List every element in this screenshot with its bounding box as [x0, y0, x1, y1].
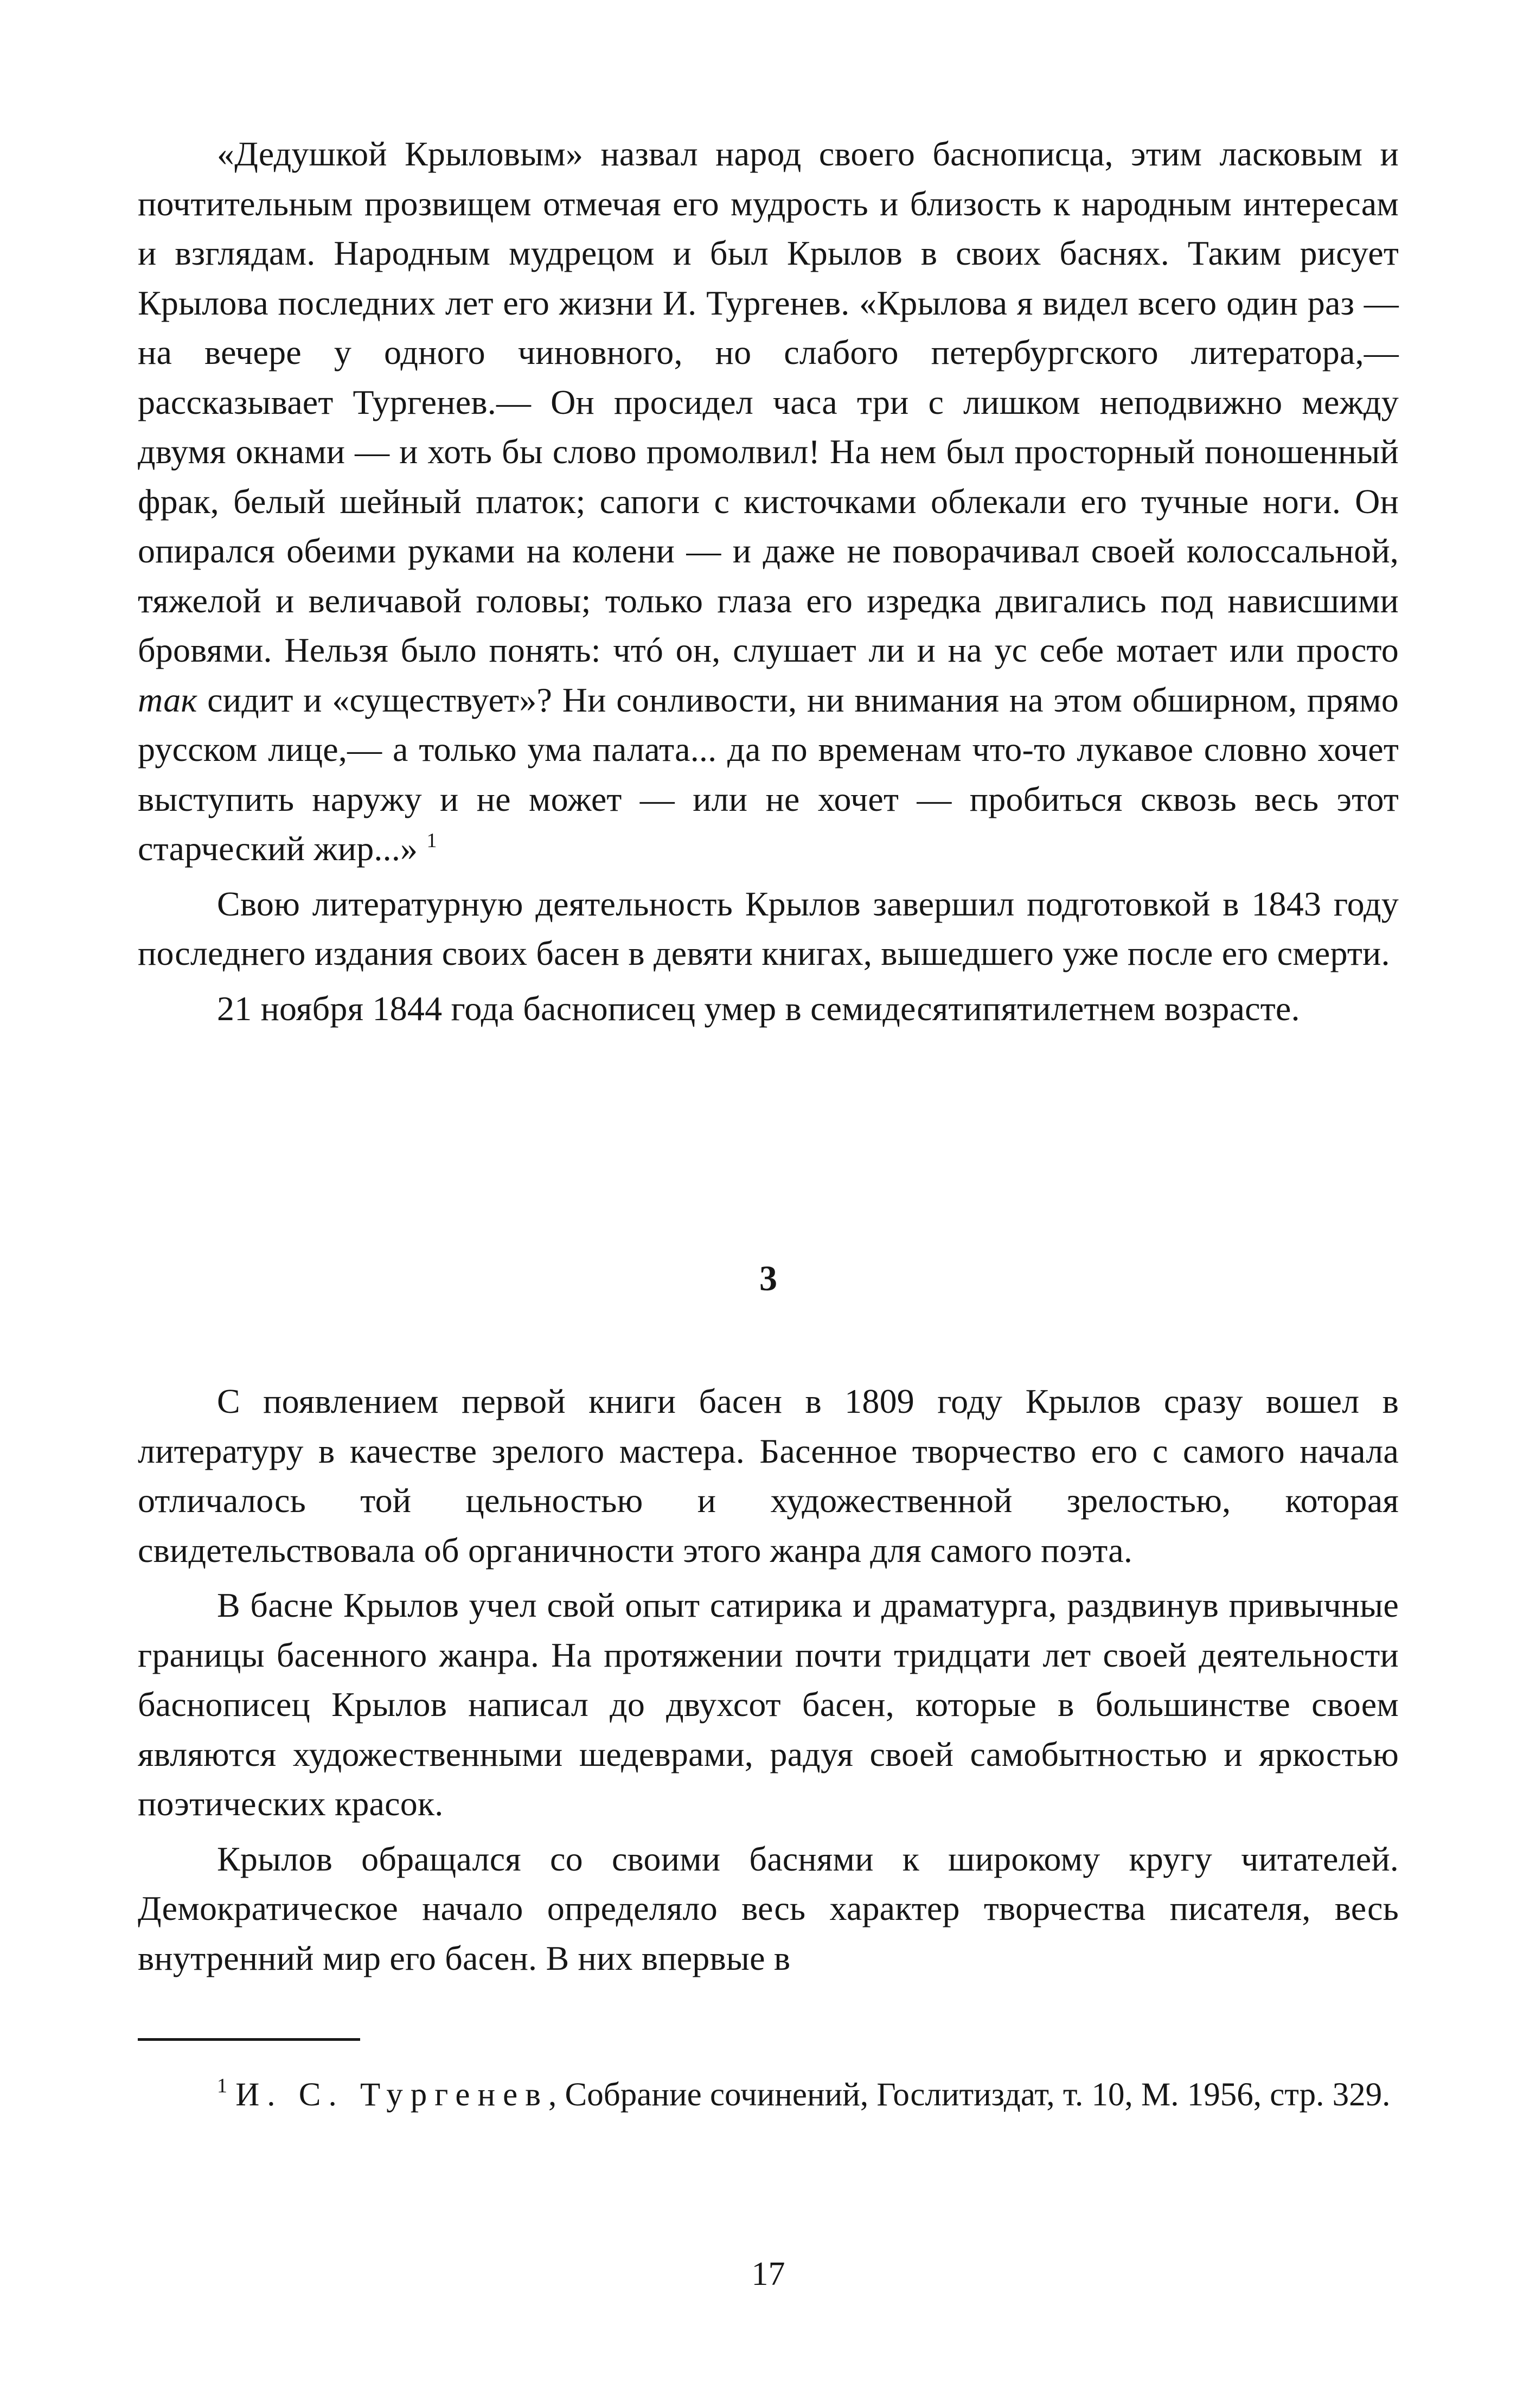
footnote	[138, 2072, 1399, 2118]
section-one	[138, 129, 1399, 1033]
paragraph-death: 21 ноября 1844 года баснописец умер в семидесятипятилетнем возрасте.	[217, 989, 1300, 1028]
paragraph-first-book: С появлением первой книги басен в 1809 году Крылов сразу вошел в литературу в качестве зрелого мастера. Басенное творчество его с самого начала отличалось той цельностью и художественной зрелостью, которая свидетельствовала об органичности этого жанра для самого поэта.	[138, 1382, 1399, 1570]
section-heading-number: 3	[759, 1259, 777, 1298]
footnote-separator	[138, 2038, 360, 2041]
page-number: 17	[751, 2256, 785, 2292]
page-body	[138, 129, 1399, 2292]
paragraph-fable-genre: В басне Крылов учел свой опыт сатирика и драматурга, раздвинув привычные границы басенного жанра. На протяжении почти тридцати лет своей деятельности баснописец Крылов написал до двухсот басен, которые в большинстве своем являются художественными шедеврами, радуя своей самобытностью и яркостью поэтических красок.	[138, 1586, 1399, 1823]
footnote-author: И. С. Тургенев	[235, 2077, 549, 2113]
paragraph-last-edition: Свою литературную деятельность Крылов завершил подготовкой в 1843 году последнего издания своих басен в девяти книгах, вышедшего уже после его смерти.	[138, 884, 1399, 972]
paragraph-text: «Дедушкой Крыловым» назвал народ своего баснописца, этим ласковым и почтительным прозвищем отмечая его мудрость и близость к народным интересам и взглядам. Народным мудрецом и был Крылов в своих баснях. Таким рисует Крылова последних лет его жизни И. Тургенев. «Крылова я видел всего один раз — на вечере у одного чиновного, но слабого петербургского литератора,— рассказывает Тургенев.— Он просидел часа три с лишком неподвижно между двумя окнами — и хоть бы слово промолвил! На нем был просторный поношенный фрак, белый шейный платок; сапоги с кисточками облекали его тучные ноги. Он опирался обеими руками на колени — и даже не поворачивал своей колоссальной, тяжелой и величавой головы; только глаза его изредка двигались под нависшими бровями. Нельзя было понять: чтó он, слушает ли и на ус себе мотает или просто	[138, 135, 1399, 669]
footnote-text: , Собрание сочинений, Гослитиздат, т. 10, М. 1956, стр. 329.	[548, 2077, 1391, 2113]
emphasis-word: так	[138, 680, 197, 719]
section-two	[138, 1376, 1399, 1983]
paragraph-democratic: Крылов обращался со своими баснями к широкому кругу читателей. Демократическое начало определяло весь характер творчества писателя, весь внутренний мир его басен. В них впервые в	[138, 1839, 1399, 1977]
footnote-marker: 1	[217, 2074, 227, 2097]
paragraph-krylov-grandfather	[138, 129, 1399, 874]
footnote-reference: 1	[426, 829, 437, 852]
paragraph-text-continued: сидит и «существует»? Ни сонливости, ни внимания на этом обширном, прямо русском лице,— а только ума палата... да по временам что-то лукавое словно хочет выступить наружу и не может — или не хочет — пробиться сквозь весь этот старческий жир...»	[138, 680, 1399, 868]
